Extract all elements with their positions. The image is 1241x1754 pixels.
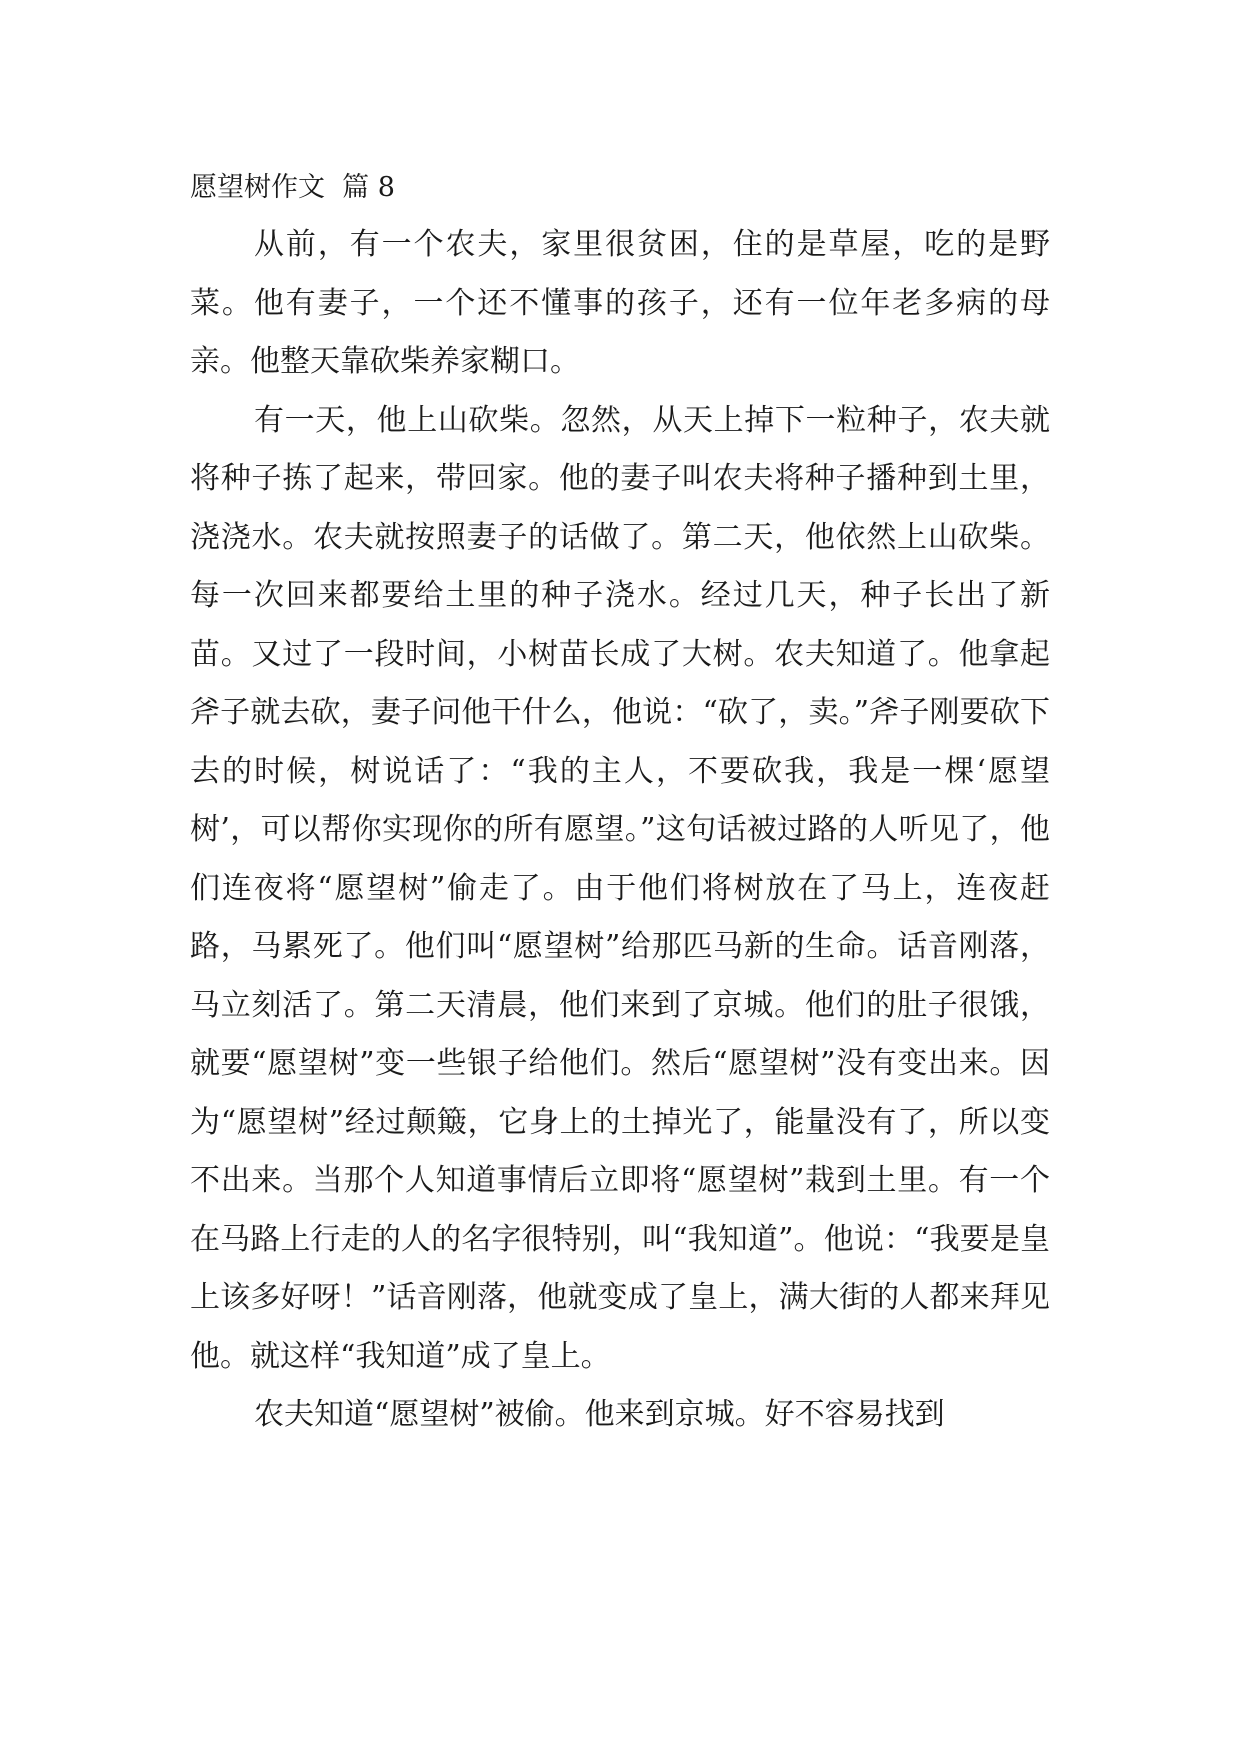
paragraph-3: 农夫知道“愿望树”被偷。他来到京城。好不容易找到 [254,1397,945,1432]
essay-title: 愿望树作文 篇 8 [190,172,395,203]
essay-body [190,160,1050,1445]
paragraph-1: 从前，有一个农夫，家里很贫困，住的是草屋，吃的是野菜。他有妻子，一个还不懂事的孩子，还有一位年老多病的母亲。他整天靠砍柴养家糊口。 [190,227,1050,379]
paragraph-2: 有一天，他上山砍柴。忽然，从天上掉下一粒种子，农夫就将种子拣了起来，带回家。他的妻子叫农夫将种子播种到土里，浇浇水。农夫就按照妻子的话做了。第二天，他依然上山砍柴。每一次回来都要给土里的种子浇水。经过几天，种子长出了新苗。又过了一段时间，小树苗长成了大树。农夫知道了。他拿起斧子就去砍，妻子问他干什么，他说：“砍了，卖。”斧子刚要砍下去的时候，树说话了：“我的主人，不要砍我，我是一棵‘愿望树’，可以帮你实现你的所有愿望。”这句话被过路的人听见了，他们连夜将“愿望树”偷走了。由于他们将树放在了马上，连夜赶路，马累死了。他们叫“愿望树”给那匹马新的生命。话音刚落，马立刻活了。第二天清晨，他们来到了京城。他们的肚子很饿，就要“愿望树”变一些银子给他们。然后“愿望树”没有变出来。因为“愿望树”经过颠簸，它身上的土掉光了，能量没有了，所以变不出来。当那个人知道事情后立即将“愿望树”栽到土里。有一个在马路上行走的人的名字很特别，叫“我知道”。他说：“我要是皇上该多好呀！”话音刚落，他就变成了皇上，满大街的人都来拜见他。就这样“我知道”成了皇上。 [190,402,1050,1374]
